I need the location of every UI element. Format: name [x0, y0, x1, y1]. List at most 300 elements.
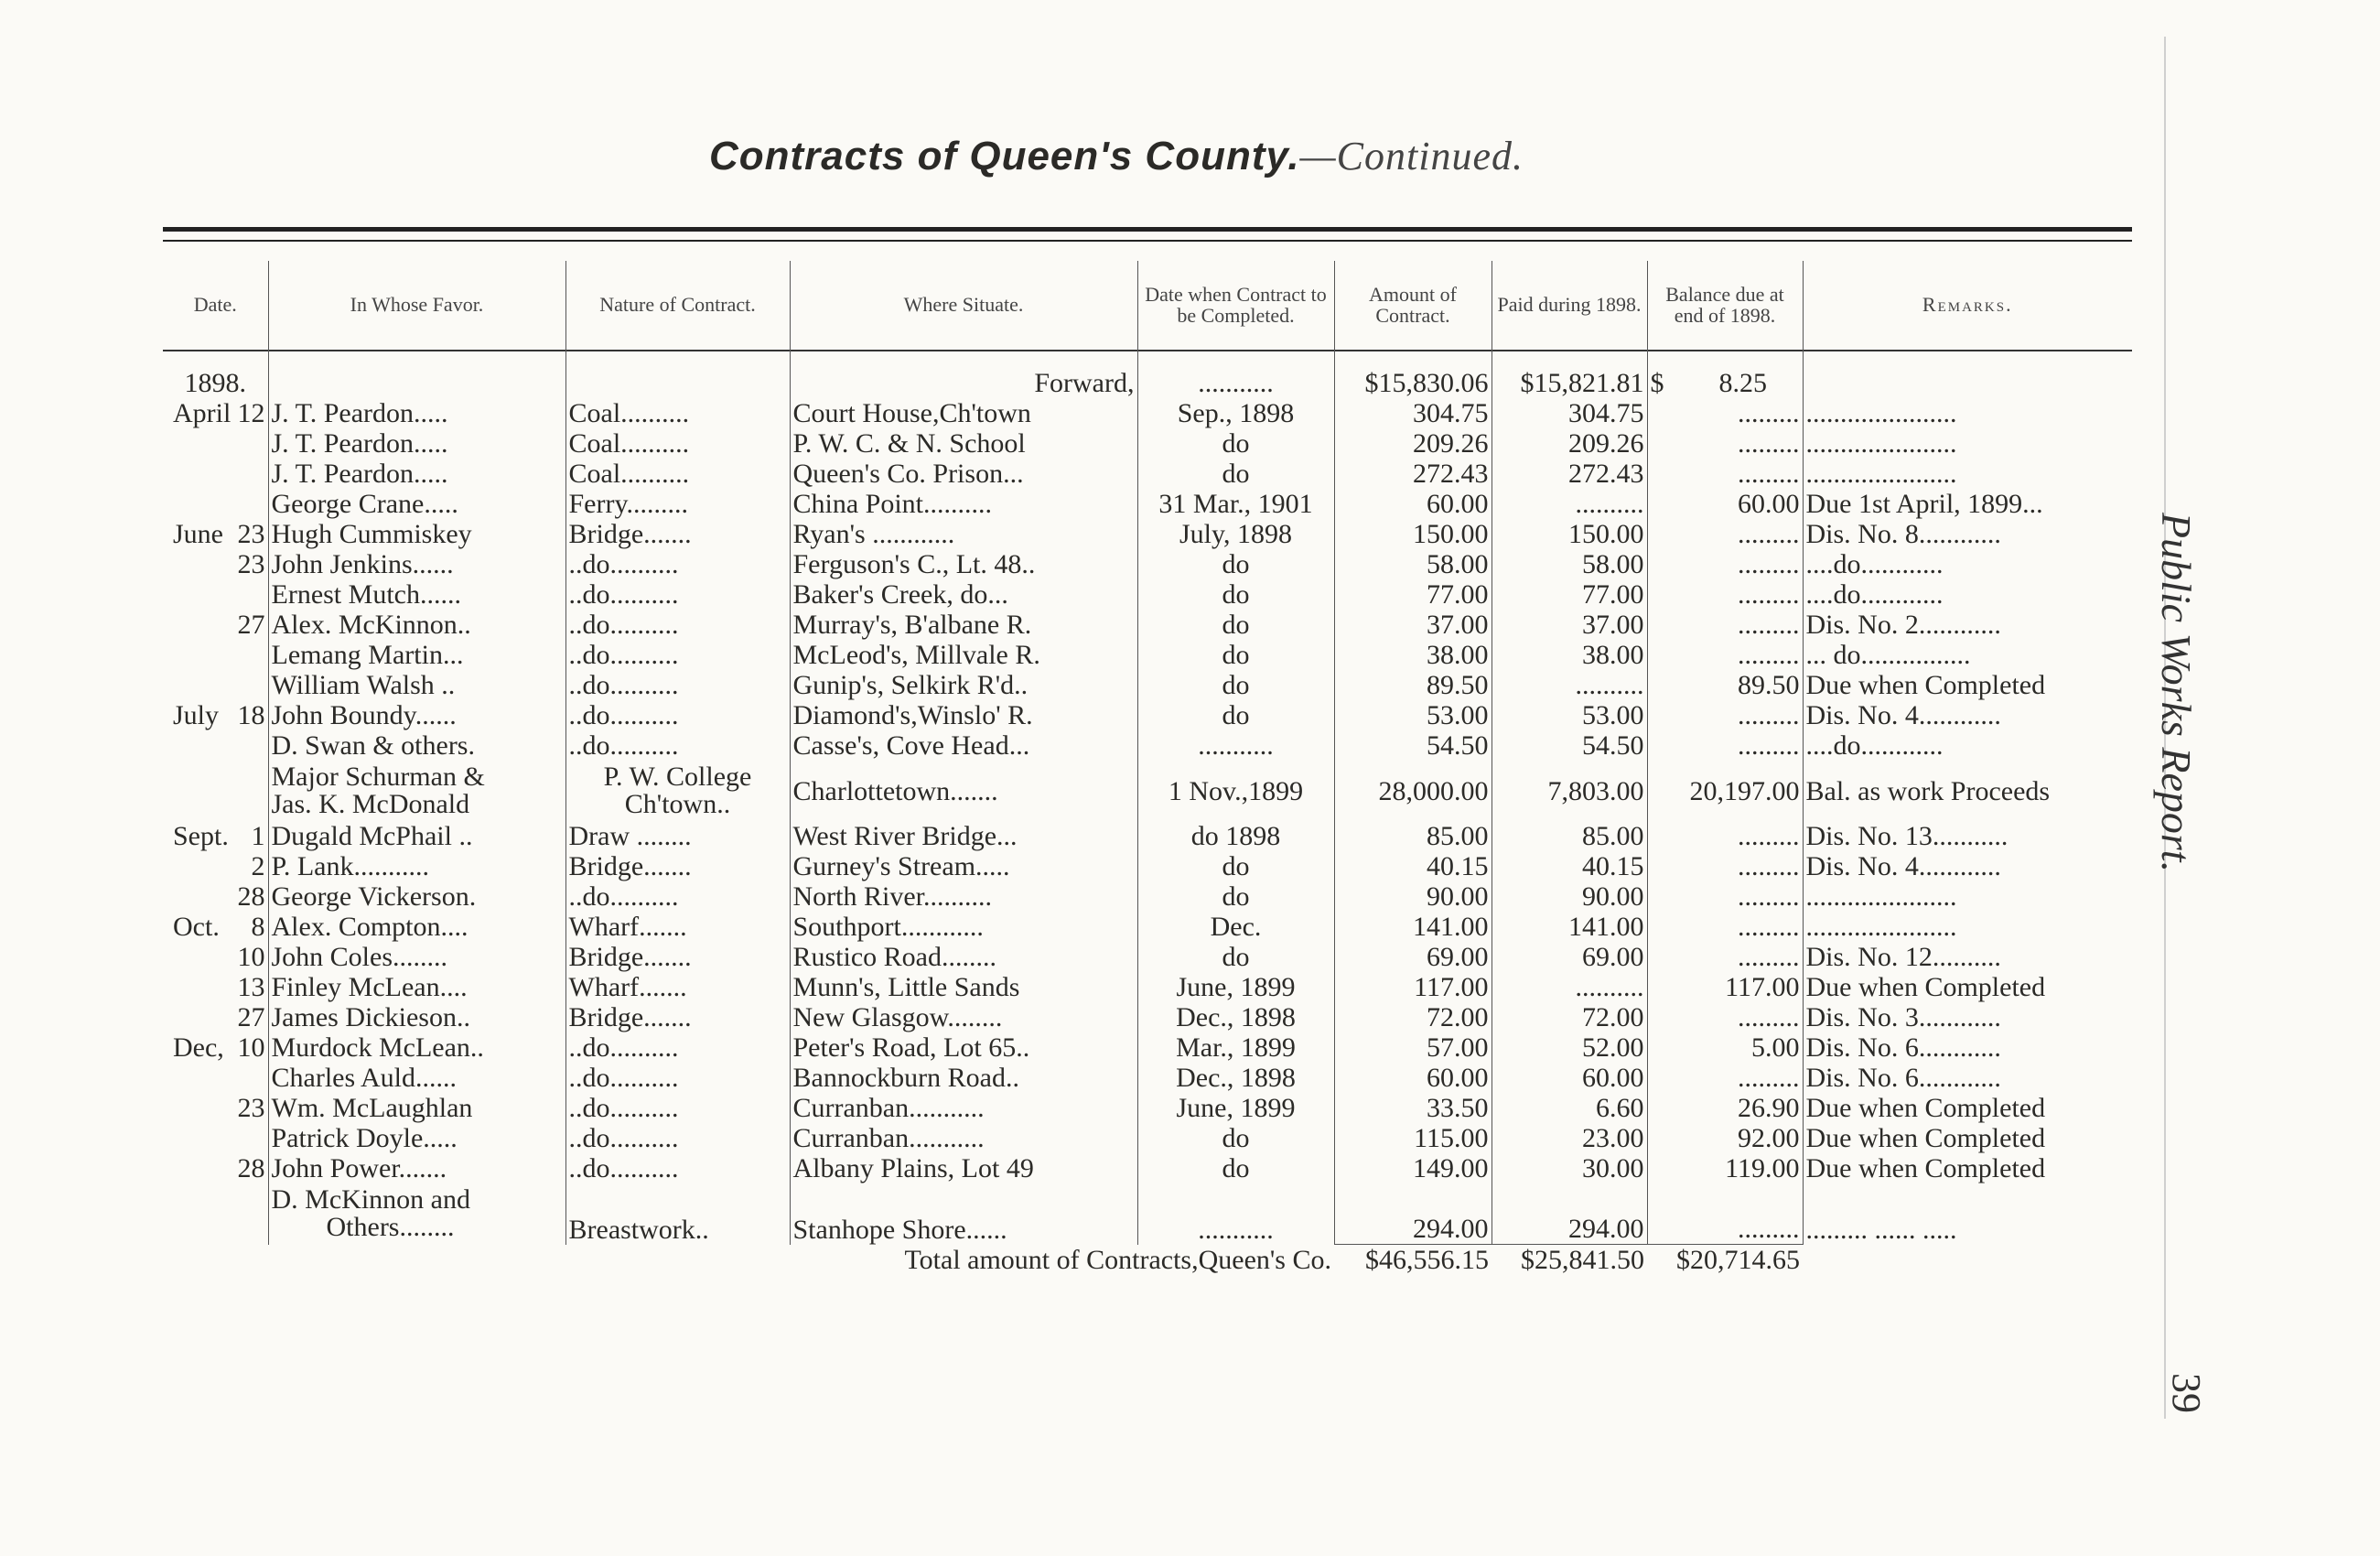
- balance-cell: 92.00: [1647, 1123, 1803, 1153]
- nature-cell: [565, 761, 790, 821]
- balance-cell: .........: [1647, 942, 1803, 972]
- completed-cell: ...........: [1137, 730, 1334, 761]
- nature-cell: Wharf.......: [565, 972, 790, 1002]
- remarks-cell: ......................: [1803, 912, 2132, 942]
- page-title: [0, 133, 2233, 179]
- date-cell: [163, 1183, 268, 1245]
- table-row: [163, 1093, 2132, 1123]
- col-header-remarks: Remarks.: [1803, 261, 2132, 348]
- favor-cell: John Boundy......: [268, 700, 565, 730]
- date-cell: [163, 881, 268, 912]
- where-cell: Diamond's,Winslo' R.: [790, 700, 1137, 730]
- balance-cell: 89.50: [1647, 670, 1803, 700]
- amount-cell: 57.00: [1334, 1032, 1492, 1063]
- nature-cell: ..do..........: [565, 670, 790, 700]
- completed-cell: 31 Mar., 1901: [1137, 489, 1334, 519]
- date-cell: [163, 1093, 268, 1123]
- where-cell: New Glasgow........: [790, 1002, 1137, 1032]
- completed-cell: July, 1898: [1137, 519, 1334, 549]
- paid-cell: 6.60: [1492, 1093, 1647, 1123]
- balance-cell: .........: [1647, 912, 1803, 942]
- completed-cell: 1 Nov.,1899: [1137, 761, 1334, 821]
- balance-cell: .........: [1647, 821, 1803, 851]
- favor-cell: James Dickieson..: [268, 1002, 565, 1032]
- amount-cell: 40.15: [1334, 851, 1492, 881]
- paid-cell: 77.00: [1492, 579, 1647, 610]
- balance-cell: 117.00: [1647, 972, 1803, 1002]
- table-row: [163, 912, 2132, 942]
- favor-cell: Hugh Cummiskey: [268, 519, 565, 549]
- date-cell: [163, 730, 268, 761]
- day-label: 8: [251, 912, 265, 942]
- page-title-continued: —Continued.: [1299, 134, 1524, 178]
- forward-amount-cell: $15,830.06: [1334, 368, 1492, 398]
- table-row: [163, 700, 2132, 730]
- balance-cell: .........: [1647, 1183, 1803, 1245]
- year-cell: 1898.: [184, 368, 246, 398]
- nature-cell: Bridge.......: [565, 851, 790, 881]
- month-label: June: [173, 519, 223, 549]
- table-row: [163, 459, 2132, 489]
- col-header-where: Where Situate.: [790, 261, 1137, 348]
- total-paid-cell: $25,841.50: [1492, 1245, 1647, 1276]
- amount-cell: 60.00: [1334, 1063, 1492, 1093]
- table-row: [163, 851, 2132, 881]
- favor-cell: Wm. McLaughlan: [268, 1093, 565, 1123]
- table-row: [163, 881, 2132, 912]
- balance-cell: .........: [1647, 428, 1803, 459]
- remarks-cell: Dis. No. 6............: [1803, 1063, 2132, 1093]
- where-cell: Baker's Creek, do...: [790, 579, 1137, 610]
- paid-cell: 141.00: [1492, 912, 1647, 942]
- completed-cell: Dec., 1898: [1137, 1063, 1334, 1093]
- date-cell: [163, 1032, 268, 1063]
- paid-cell: 40.15: [1492, 851, 1647, 881]
- table-row: [163, 1002, 2132, 1032]
- where-cell: Peter's Road, Lot 65..: [790, 1032, 1137, 1063]
- day-label: 23: [237, 519, 265, 549]
- favor-cell: George Crane.....: [268, 489, 565, 519]
- favor-cell: D. Swan & others.: [268, 730, 565, 761]
- remarks-cell: Dis. No. 2............: [1803, 610, 2132, 640]
- table-row: [163, 972, 2132, 1002]
- favor-cell: William Walsh ..: [268, 670, 565, 700]
- where-cell: Charlottetown.......: [790, 761, 1137, 821]
- amount-cell: 117.00: [1334, 972, 1492, 1002]
- remarks-cell: ......................: [1803, 881, 2132, 912]
- completed-cell: do: [1137, 610, 1334, 640]
- where-cell: Curranban...........: [790, 1093, 1137, 1123]
- table-row: [163, 579, 2132, 610]
- amount-cell: 72.00: [1334, 1002, 1492, 1032]
- remarks-cell: Due when Completed: [1803, 972, 2132, 1002]
- total-remarks-cell: [1803, 1245, 2132, 1276]
- nature-cell: ..do..........: [565, 1063, 790, 1093]
- table-row-multiline: [163, 1183, 2132, 1245]
- remarks-cell: ... do................: [1803, 640, 2132, 670]
- amount-cell: 294.00: [1334, 1183, 1492, 1245]
- where-cell: Southport............: [790, 912, 1137, 942]
- favor-cell: Murdock McLean..: [268, 1032, 565, 1063]
- nature-cell: ..do..........: [565, 1032, 790, 1063]
- total-balance-cell: $20,714.65: [1647, 1245, 1803, 1276]
- double-rule-thick: [163, 227, 2132, 232]
- balance-cell: .........: [1647, 398, 1803, 428]
- nature-cell-line-1: P. W. College: [603, 762, 752, 792]
- balance-cell: .........: [1647, 579, 1803, 610]
- remarks-cell: ......................: [1803, 398, 2132, 428]
- balance-cell: .........: [1647, 610, 1803, 640]
- double-rule-thin: [163, 240, 2132, 242]
- remarks-cell: Dis. No. 6............: [1803, 1032, 2132, 1063]
- completed-cell: do: [1137, 670, 1334, 700]
- completed-cell: June, 1899: [1137, 1093, 1334, 1123]
- completed-cell: June, 1899: [1137, 972, 1334, 1002]
- completed-cell: do: [1137, 700, 1334, 730]
- where-cell: China Point..........: [790, 489, 1137, 519]
- favor-cell: J. T. Peardon.....: [268, 459, 565, 489]
- completed-cell: do: [1137, 942, 1334, 972]
- favor-cell: Alex. Compton....: [268, 912, 565, 942]
- date-cell: [163, 549, 268, 579]
- nature-cell: Coal..........: [565, 398, 790, 428]
- paid-cell: ..........: [1492, 972, 1647, 1002]
- page-number: 39: [2164, 1373, 2209, 1413]
- balance-cell: .........: [1647, 881, 1803, 912]
- remarks-cell: ....do............: [1803, 579, 2132, 610]
- favor-cell: Charles Auld......: [268, 1063, 565, 1093]
- nature-cell: Wharf.......: [565, 912, 790, 942]
- date-cell: [163, 1002, 268, 1032]
- paid-cell: 209.26: [1492, 428, 1647, 459]
- col-header-amount: Amount of Contract.: [1334, 261, 1492, 348]
- table-row: [163, 1063, 2132, 1093]
- amount-cell: 149.00: [1334, 1153, 1492, 1183]
- where-cell: West River Bridge...: [790, 821, 1137, 851]
- month-label: Sept.: [173, 821, 229, 851]
- completed-cell: do: [1137, 428, 1334, 459]
- nature-cell: ..do..........: [565, 549, 790, 579]
- remarks-cell: Dis. No. 3............: [1803, 1002, 2132, 1032]
- amount-cell: 272.43: [1334, 459, 1492, 489]
- table-row: [163, 549, 2132, 579]
- amount-cell: 85.00: [1334, 821, 1492, 851]
- amount-cell: 54.50: [1334, 730, 1492, 761]
- favor-cell-line-1: Major Schurman &: [271, 762, 485, 792]
- date-cell: [163, 851, 268, 881]
- where-cell: Rustico Road........: [790, 942, 1137, 972]
- forward-paid-cell: $15,821.81: [1492, 368, 1647, 398]
- amount-cell: 89.50: [1334, 670, 1492, 700]
- paid-cell: 304.75: [1492, 398, 1647, 428]
- nature-cell: Draw ........: [565, 821, 790, 851]
- balance-cell: 20,197.00: [1647, 761, 1803, 821]
- favor-cell: Finley McLean....: [268, 972, 565, 1002]
- nature-cell: ..do..........: [565, 610, 790, 640]
- balance-cell: .........: [1647, 1002, 1803, 1032]
- amount-cell: 69.00: [1334, 942, 1492, 972]
- paid-cell: 60.00: [1492, 1063, 1647, 1093]
- remarks-cell: Due 1st April, 1899...: [1803, 489, 2132, 519]
- side-running-title: Public Works Report.: [2153, 513, 2200, 873]
- nature-cell: ..do..........: [565, 1123, 790, 1153]
- day-label: 1: [251, 821, 265, 851]
- date-cell: [163, 700, 268, 730]
- where-cell: Ferguson's C., Lt. 48..: [790, 549, 1137, 579]
- paid-cell: 37.00: [1492, 610, 1647, 640]
- month-label: July: [173, 700, 220, 730]
- favor-cell: J. T. Peardon.....: [268, 428, 565, 459]
- paid-cell: 54.50: [1492, 730, 1647, 761]
- day-label: 10: [237, 942, 265, 972]
- amount-cell: 77.00: [1334, 579, 1492, 610]
- amount-cell: 37.00: [1334, 610, 1492, 640]
- where-cell: Gurney's Stream.....: [790, 851, 1137, 881]
- col-header-paid: Paid during 1898.: [1492, 261, 1647, 348]
- completed-cell: Sep., 1898: [1137, 398, 1334, 428]
- completed-cell: do: [1137, 1123, 1334, 1153]
- forward-nature-cell: [565, 368, 790, 398]
- paid-cell: 53.00: [1492, 700, 1647, 730]
- paid-cell: ..........: [1492, 489, 1647, 519]
- balance-cell: .........: [1647, 700, 1803, 730]
- day-label: 18: [237, 700, 265, 730]
- where-cell: Gunip's, Selkirk R'd..: [790, 670, 1137, 700]
- where-cell: Ryan's ............: [790, 519, 1137, 549]
- amount-cell: 38.00: [1334, 640, 1492, 670]
- paid-cell: 7,803.00: [1492, 761, 1647, 821]
- where-cell: North River..........: [790, 881, 1137, 912]
- date-cell: [163, 670, 268, 700]
- date-cell: [163, 1153, 268, 1183]
- balance-cell: .........: [1647, 549, 1803, 579]
- remarks-cell: ......................: [1803, 459, 2132, 489]
- favor-cell: Dugald McPhail ..: [268, 821, 565, 851]
- col-header-date: Date.: [193, 293, 237, 316]
- completed-cell: do: [1137, 640, 1334, 670]
- where-cell: Stanhope Shore......: [790, 1183, 1137, 1245]
- remarks-cell: Bal. as work Proceeds: [1803, 761, 2132, 821]
- favor-cell-line-1: D. McKinnon and: [271, 1184, 470, 1216]
- table-row: [163, 1123, 2132, 1153]
- amount-cell: 90.00: [1334, 881, 1492, 912]
- day-label: 28: [237, 881, 265, 912]
- nature-cell: Bridge.......: [565, 1002, 790, 1032]
- table-row: [163, 730, 2132, 761]
- where-cell: McLeod's, Millvale R.: [790, 640, 1137, 670]
- where-cell: Murray's, B'albane R.: [790, 610, 1137, 640]
- amount-cell: 115.00: [1334, 1123, 1492, 1153]
- total-amount-cell: $46,556.15: [1334, 1245, 1492, 1276]
- favor-cell: John Power.......: [268, 1153, 565, 1183]
- paid-cell: 38.00: [1492, 640, 1647, 670]
- balance-cell: 5.00: [1647, 1032, 1803, 1063]
- nature-cell: Coal..........: [565, 428, 790, 459]
- nature-cell: ..do..........: [565, 881, 790, 912]
- date-cell: [163, 489, 268, 519]
- completed-cell: do: [1137, 549, 1334, 579]
- favor-cell: P. Lank...........: [268, 851, 565, 881]
- favor-cell-line-2: Others........: [326, 1212, 455, 1243]
- completed-cell: do: [1137, 881, 1334, 912]
- date-cell: [163, 942, 268, 972]
- col-header-balance: Balance due at end of 1898.: [1647, 261, 1803, 348]
- balance-cell: .........: [1647, 730, 1803, 761]
- amount-cell: 60.00: [1334, 489, 1492, 519]
- month-label: Dec,: [173, 1032, 224, 1063]
- paid-cell: 69.00: [1492, 942, 1647, 972]
- paid-cell: 72.00: [1492, 1002, 1647, 1032]
- day-label: 23: [237, 549, 265, 579]
- remarks-cell: Dis. No. 8............: [1803, 519, 2132, 549]
- col-header-favor: In Whose Favor.: [268, 261, 565, 348]
- paid-cell: 90.00: [1492, 881, 1647, 912]
- table-row: [163, 670, 2132, 700]
- date-cell: [163, 1063, 268, 1093]
- completed-cell: do: [1137, 579, 1334, 610]
- amount-cell: 53.00: [1334, 700, 1492, 730]
- balance-cell: .........: [1647, 459, 1803, 489]
- balance-cell: 119.00: [1647, 1153, 1803, 1183]
- nature-cell-line-2: Ch'town..: [624, 789, 731, 819]
- date-cell: [163, 972, 268, 1002]
- table-row: [163, 610, 2132, 640]
- table-row: [163, 640, 2132, 670]
- amount-cell: 141.00: [1334, 912, 1492, 942]
- remarks-cell: Dis. No. 12..........: [1803, 942, 2132, 972]
- favor-cell: J. T. Peardon.....: [268, 398, 565, 428]
- remarks-cell: Due when Completed: [1803, 1093, 2132, 1123]
- day-label: 10: [237, 1032, 265, 1063]
- table-row-multiline: [163, 761, 2132, 821]
- day-label: 13: [237, 972, 265, 1002]
- where-cell: Albany Plains, Lot 49: [790, 1153, 1137, 1183]
- where-cell: Queen's Co. Prison...: [790, 459, 1137, 489]
- table-row: [163, 519, 2132, 549]
- amount-cell: 304.75: [1334, 398, 1492, 428]
- forward-label-cell: Forward,: [790, 368, 1137, 398]
- favor-cell: Alex. McKinnon..: [268, 610, 565, 640]
- nature-cell: Ferry.........: [565, 489, 790, 519]
- nature-cell: ..do..........: [565, 579, 790, 610]
- balance-cell: 26.90: [1647, 1093, 1803, 1123]
- remarks-cell: Dis. No. 13...........: [1803, 821, 2132, 851]
- paid-cell: 85.00: [1492, 821, 1647, 851]
- page-title-main: Contracts of Queen's County.: [709, 134, 1300, 178]
- favor-cell: [268, 761, 565, 821]
- forward-favor-cell: [268, 368, 565, 398]
- table-row: [163, 398, 2132, 428]
- completed-cell: ...........: [1137, 1183, 1334, 1245]
- col-header-nature: Nature of Contract.: [565, 261, 790, 348]
- remarks-cell: Due when Completed: [1803, 1153, 2132, 1183]
- favor-cell: George Vickerson.: [268, 881, 565, 912]
- favor-cell: Patrick Doyle.....: [268, 1123, 565, 1153]
- nature-cell: Bridge.......: [565, 519, 790, 549]
- favor-cell: John Jenkins......: [268, 549, 565, 579]
- nature-cell: ..do..........: [565, 730, 790, 761]
- table-row: [163, 489, 2132, 519]
- date-cell: [163, 519, 268, 549]
- table-row: [163, 428, 2132, 459]
- favor-cell: Lemang Martin...: [268, 640, 565, 670]
- paid-cell: 272.43: [1492, 459, 1647, 489]
- paid-cell: ..........: [1492, 670, 1647, 700]
- date-cell: [163, 610, 268, 640]
- date-cell: [163, 640, 268, 670]
- amount-cell: 150.00: [1334, 519, 1492, 549]
- total-label: Total amount of Contracts,Queen's Co.: [904, 1245, 1331, 1275]
- remarks-cell: Dis. No. 4............: [1803, 851, 2132, 881]
- contracts-table: [163, 261, 2132, 1275]
- remarks-cell: ....do............: [1803, 730, 2132, 761]
- where-cell: Munn's, Little Sands: [790, 972, 1137, 1002]
- remarks-cell: Due when Completed: [1803, 670, 2132, 700]
- table-row: [163, 1032, 2132, 1063]
- spacer-row: [163, 348, 2132, 368]
- remarks-cell: ....do............: [1803, 549, 2132, 579]
- amount-cell: 28,000.00: [1334, 761, 1492, 821]
- day-label: 28: [237, 1153, 265, 1183]
- where-cell: P. W. C. & N. School: [790, 428, 1137, 459]
- day-label: 23: [237, 1093, 265, 1123]
- day-label: 12: [237, 398, 265, 428]
- day-label: 27: [237, 1002, 265, 1032]
- favor-cell: John Coles........: [268, 942, 565, 972]
- paid-cell: 150.00: [1492, 519, 1647, 549]
- amount-cell: 209.26: [1334, 428, 1492, 459]
- where-cell: Curranban...........: [790, 1123, 1137, 1153]
- favor-cell: [268, 1183, 565, 1245]
- month-label: Oct.: [173, 912, 220, 942]
- table-row: [163, 1153, 2132, 1183]
- date-cell: [163, 821, 268, 851]
- date-cell: [163, 579, 268, 610]
- where-cell: Bannockburn Road..: [790, 1063, 1137, 1093]
- amount-cell: 58.00: [1334, 549, 1492, 579]
- date-cell: [163, 912, 268, 942]
- completed-cell: do 1898: [1137, 821, 1334, 851]
- paid-cell: 30.00: [1492, 1153, 1647, 1183]
- where-cell: Casse's, Cove Head...: [790, 730, 1137, 761]
- completed-cell: Dec.: [1137, 912, 1334, 942]
- remarks-cell: Due when Completed: [1803, 1123, 2132, 1153]
- favor-cell-line-2: Jas. K. McDonald: [271, 789, 470, 819]
- where-cell: Court House,Ch'town: [790, 398, 1137, 428]
- table-row: [163, 942, 2132, 972]
- balance-cell: 60.00: [1647, 489, 1803, 519]
- completed-cell: do: [1137, 851, 1334, 881]
- balance-cell: .........: [1647, 640, 1803, 670]
- completed-cell: Mar., 1899: [1137, 1032, 1334, 1063]
- day-label: 27: [237, 610, 265, 640]
- date-cell: [163, 761, 268, 821]
- remarks-cell: Dis. No. 4............: [1803, 700, 2132, 730]
- remarks-cell: ......... ...... .....: [1803, 1183, 2132, 1245]
- date-cell: [163, 398, 268, 428]
- paid-cell: 23.00: [1492, 1123, 1647, 1153]
- paid-cell: 58.00: [1492, 549, 1647, 579]
- nature-cell: Breastwork..: [565, 1183, 790, 1245]
- favor-cell: Ernest Mutch......: [268, 579, 565, 610]
- remarks-cell: ......................: [1803, 428, 2132, 459]
- nature-cell: ..do..........: [565, 1153, 790, 1183]
- day-label: 2: [251, 851, 265, 881]
- forward-remarks-cell: [1803, 368, 2132, 398]
- balance-cell: .........: [1647, 851, 1803, 881]
- header-row: [163, 261, 2132, 348]
- nature-cell: ..do..........: [565, 700, 790, 730]
